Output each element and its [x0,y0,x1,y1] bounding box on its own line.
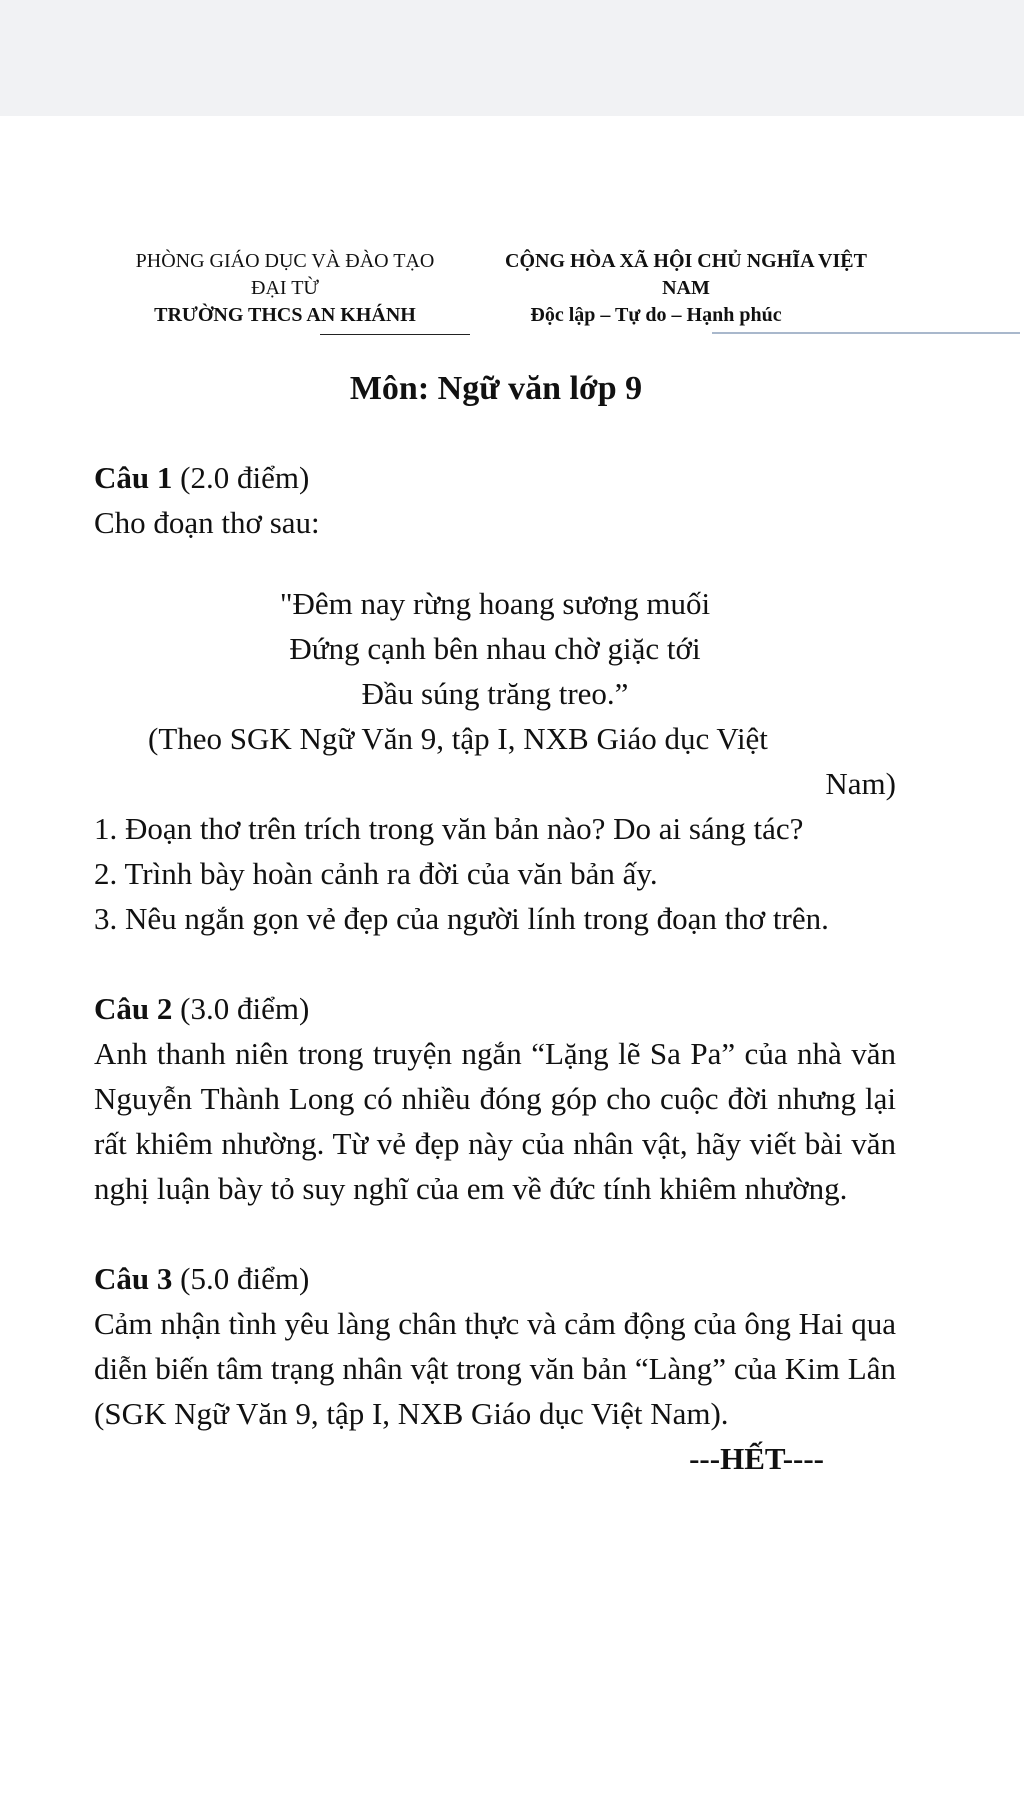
question-2-label: Câu 2 [94,991,173,1026]
school-name: TRƯỜNG THCS AN KHÁNH [154,304,416,326]
question-1-title [94,455,896,500]
question-1-label: Câu 1 [94,460,173,495]
question-3-title [94,1256,896,1301]
nation-line-1: CỘNG HÒA XÃ HỘI CHỦ NGHĨA VIỆT [505,250,867,272]
poem-source [94,716,896,806]
top-bar [0,0,1024,116]
question-2-title [94,986,896,1031]
nation-line-2: NAM [662,277,710,299]
question-3-label: Câu 3 [94,1261,173,1296]
motto: Độc lập – Tự do – Hạnh phúc [530,304,782,326]
poem-source-line-1: (Theo SGK Ngữ Văn 9, tập I, NXB Giáo dục Việt [148,721,768,756]
question-3-points: (5.0 điểm) [180,1261,310,1296]
poem-line-2: Đứng cạnh bên nhau chờ giặc tới [289,631,701,666]
school-underline [320,334,470,335]
poem-line-3: Đầu súng trăng treo.” [361,676,629,711]
motto-underline [712,332,1020,334]
end-marker: ---HẾT---- [689,1441,824,1476]
question-1-item-1: 1. Đoạn thơ trên trích trong văn bản nào? Do ai sáng tác? [94,811,804,846]
subject-title: Môn: Ngữ văn lớp 9 [349,370,643,407]
poem-line-1: "Đêm nay rừng hoang sương muối [279,586,711,621]
header-nation-block [472,248,900,329]
poem-source-line-2: Nam) [825,766,896,801]
question-3-text: Cảm nhận tình yêu làng chân thực và cảm động của ông Hai qua diễn biến tâm trạng nhân vật trong văn bản “Làng” của Kim Lân (SGK Ngữ Văn 9, tập I, NXB Giáo dục Việt Nam). [94,1306,896,1431]
question-2-points: (3.0 điểm) [180,991,310,1026]
question-2-text: Anh thanh niên trong truyện ngắn “Lặng lẽ Sa Pa” của nhà văn Nguyễn Thành Long có nhiều đóng góp cho cuộc đời nhưng lại rất khiêm nhường. Từ vẻ đẹp này của nhân vật, hãy viết bài văn nghị luận bày tỏ suy nghĩ của em về đức tính khiêm nhường. [94,1036,896,1206]
department-line-2: ĐẠI TỪ [251,277,319,299]
question-1-item-2: 2. Trình bày hoàn cảnh ra đời của văn bản ấy. [94,856,658,891]
question-1-intro: Cho đoạn thơ sau: [94,505,320,540]
question-1-item-3: 3. Nêu ngắn gọn vẻ đẹp của người lính trong đoạn thơ trên. [94,901,829,936]
question-1-points: (2.0 điểm) [180,460,310,495]
exam-body [94,455,896,1481]
department-line-1: PHÒNG GIÁO DỤC VÀ ĐÀO TẠO [135,250,435,272]
